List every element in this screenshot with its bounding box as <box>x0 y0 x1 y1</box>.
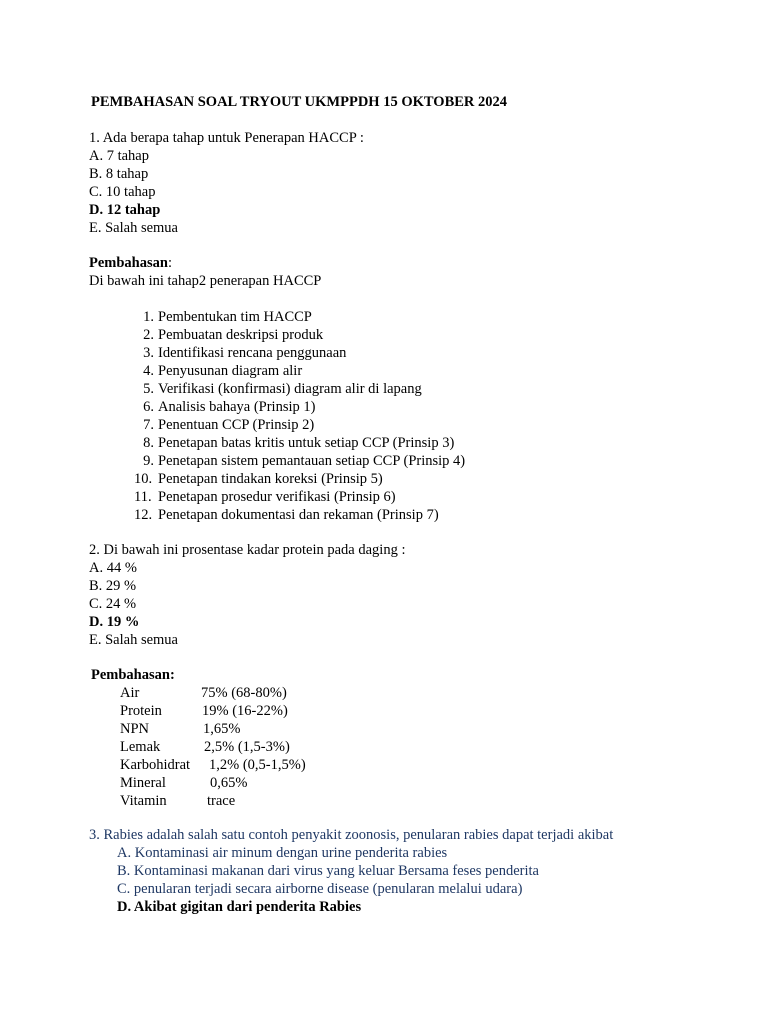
q1-discussion-heading <box>89 254 172 272</box>
composition-value: trace <box>207 793 236 809</box>
step-text: Penetapan batas kritis untuk setiap CCP (Prinsip 3) <box>158 435 455 451</box>
step-number: 5. <box>143 381 154 397</box>
composition-name: NPN <box>120 721 150 737</box>
step-number: 8. <box>143 435 154 451</box>
composition-value: 0,65% <box>210 775 248 791</box>
step-number: 3. <box>143 345 154 361</box>
step-number: 10. <box>134 471 153 487</box>
composition-name: Lemak <box>120 739 161 755</box>
step-number: 7. <box>143 417 154 433</box>
step-number: 4. <box>143 363 154 379</box>
step-text: Penetapan prosedur verifikasi (Prinsip 6) <box>158 489 396 505</box>
q3-question: 3. Rabies adalah salah satu contoh penyakit zoonosis, penularan rabies dapat terjadi akibat <box>89 827 614 843</box>
step-text: Penyusunan diagram alir <box>158 363 303 379</box>
composition-name: Mineral <box>120 775 166 791</box>
q1-option-b: B. 8 tahap <box>89 166 149 182</box>
q1-discussion-intro: Di bawah ini tahap2 penerapan HACCP <box>89 273 322 289</box>
step-text: Analisis bahaya (Prinsip 1) <box>158 399 316 415</box>
q3-option-a: A. Kontaminasi air minum dengan urine penderita rabies <box>117 845 448 861</box>
q2-option-b: B. 29 % <box>89 578 137 594</box>
step-number: 9. <box>143 453 154 469</box>
composition-value: 1,65% <box>203 721 241 737</box>
q2-discussion-label: Pembahasan: <box>91 667 175 683</box>
q1-discussion-colon: : <box>167 255 172 271</box>
step-text: Pembuatan deskripsi produk <box>158 327 324 343</box>
q1-option-c: C. 10 tahap <box>89 184 156 200</box>
step-text: Pembentukan tim HACCP <box>158 309 312 325</box>
step-number: 11. <box>134 489 152 505</box>
composition-name: Air <box>120 685 140 701</box>
q2-option-e: E. Salah semua <box>89 632 178 648</box>
step-text: Penetapan sistem pemantauan setiap CCP (Prinsip 4) <box>158 453 466 469</box>
q3-option-c: C. penularan terjadi secara airborne disease (penularan melalui udara) <box>117 881 523 897</box>
step-number: 12. <box>134 507 153 523</box>
step-text: Identifikasi rencana penggunaan <box>158 345 347 361</box>
q2-option-a: A. 44 % <box>89 560 137 576</box>
composition-value: 1,2% (0,5-1,5%) <box>209 757 306 773</box>
composition-value: 2,5% (1,5-3%) <box>204 739 290 755</box>
step-text: Penetapan dokumentasi dan rekaman (Prinsip 7) <box>158 507 439 523</box>
q1-option-d-answer: D. 12 tahap <box>89 202 161 218</box>
q1-question: 1. Ada berapa tahap untuk Penerapan HACCP : <box>89 130 364 146</box>
composition-name: Karbohidrat <box>120 757 191 773</box>
composition-name: Protein <box>120 703 162 719</box>
q2-option-c: C. 24 % <box>89 596 137 612</box>
step-text: Verifikasi (konfirmasi) diagram alir di lapang <box>158 381 422 397</box>
step-number: 6. <box>143 399 154 415</box>
composition-value: 19% (16-22%) <box>202 703 288 719</box>
step-text: Penentuan CCP (Prinsip 2) <box>158 417 315 433</box>
q2-question: 2. Di bawah ini prosentase kadar protein pada daging : <box>89 542 406 558</box>
q2-option-d-answer: D. 19 % <box>89 614 140 630</box>
document-title: PEMBAHASAN SOAL TRYOUT UKMPPDH 15 OKTOBER 2024 <box>91 94 508 110</box>
q3-option-d-answer: D. Akibat gigitan dari penderita Rabies <box>117 899 362 915</box>
q3-option-b: B. Kontaminasi makanan dari virus yang keluar Bersama feses penderita <box>117 863 539 879</box>
step-text: Penetapan tindakan koreksi (Prinsip 5) <box>158 471 383 487</box>
step-number: 1. <box>143 309 154 325</box>
composition-value: 75% (68-80%) <box>201 685 287 701</box>
q1-discussion-label: Pembahasan <box>89 255 168 271</box>
q1-option-e: E. Salah semua <box>89 220 178 236</box>
composition-name: Vitamin <box>120 793 167 809</box>
step-number: 2. <box>143 327 154 343</box>
q1-option-a: A. 7 tahap <box>89 148 149 164</box>
